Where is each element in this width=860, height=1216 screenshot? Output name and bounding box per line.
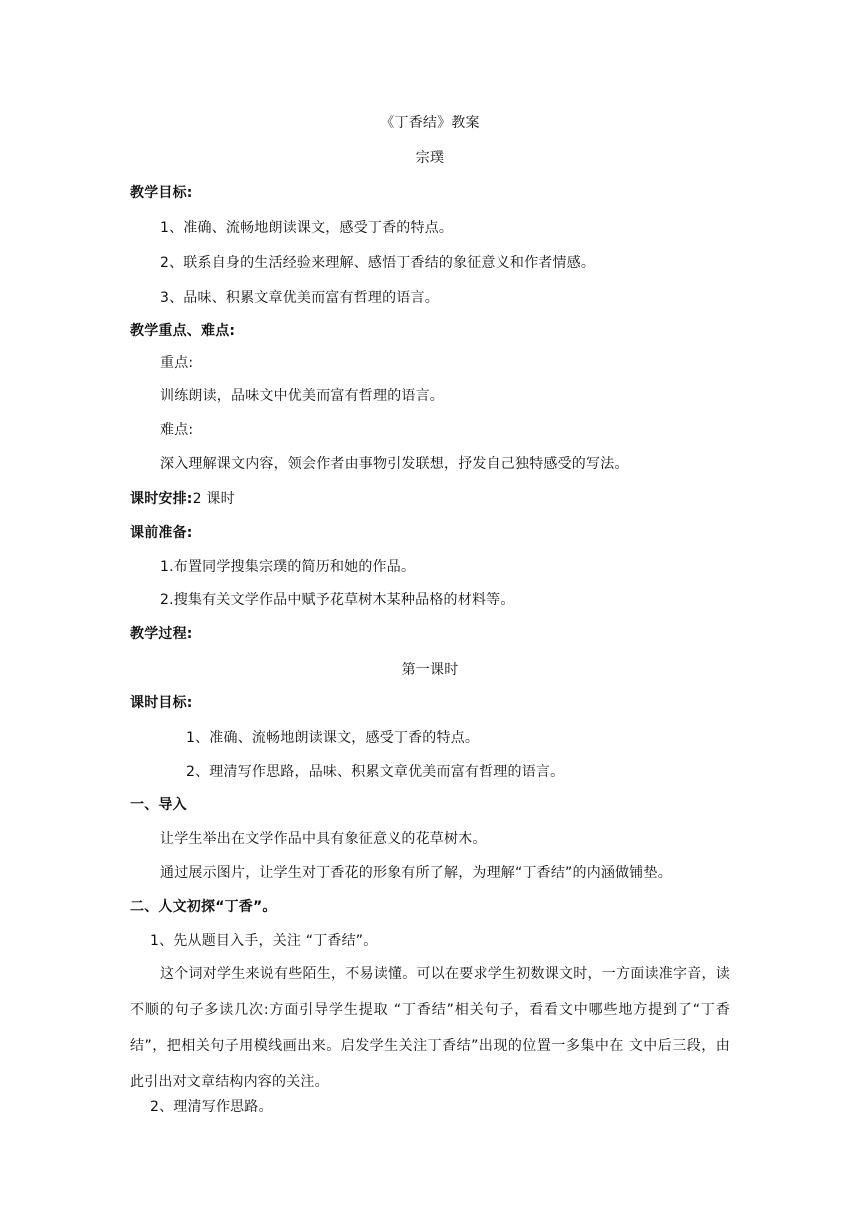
key-label: 重点: xyxy=(160,355,194,371)
goal-item-1: 1、准确、流畅地朗读课文，感受丁香的特点。 xyxy=(160,220,454,236)
part2-step-1: 1、先从题目入手，关注 “丁香结”。 xyxy=(150,933,378,949)
schedule-heading: 课时安排: xyxy=(130,491,193,507)
prep-item-2: 2.搜集有关文学作品中赋予花草树木某种品格的材料等。 xyxy=(160,592,515,608)
author-name: 宗璞 xyxy=(415,150,445,166)
difficult-label: 难点: xyxy=(160,422,194,438)
prep-item-1: 1.布置同学搜集宗璞的简历和她的作品。 xyxy=(160,559,416,575)
part1-line-2: 通过展示图片，让学生对丁香花的形象有所了解，为理解“丁香结”的内涵做铺垫。 xyxy=(160,865,672,881)
part2-heading: 二、人文初探“丁香”。 xyxy=(130,899,277,915)
difficult-text: 深入理解课文内容，领会作者由事物引发联想，抒发自己独特感受的写法。 xyxy=(160,456,629,472)
key-text: 训练朗读，品味文中优美而富有哲理的语言。 xyxy=(160,388,444,404)
part2-step-2: 2、理清写作思路。 xyxy=(150,1099,273,1115)
part1-heading: 一、导入 xyxy=(130,797,187,813)
schedule-line xyxy=(130,489,235,509)
part1-line-1: 让学生举出在文学作品中具有象征意义的花草树木。 xyxy=(160,831,487,847)
lesson-goal-item-2: 2、理清写作思路，品味、积累文章优美而富有哲理的语言。 xyxy=(186,764,565,780)
prep-heading: 课前准备: xyxy=(130,525,193,541)
part2-paragraph: 这个词对学生来说有些陌生，不易读懂。可以在要求学生初数课文时，一方面读准字音，读不顺的句子多读几次:方面引导学生提取 “丁香结”相关句子，看看文中哪些地方提到了“丁香结”，把相关句子用模线画出来。启发学生关注丁香结”出现的位置一多集中在 文中后三段，由此引出对文章结构内容的关注。 xyxy=(130,966,730,1090)
goal-item-3: 3、品味、积累文章优美而富有哲理的语言。 xyxy=(160,290,439,306)
process-heading: 教学过程: xyxy=(130,626,193,642)
goal-item-2: 2、联系自身的生活经验来理解、感悟丁香结的象征意义和作者情感。 xyxy=(160,255,596,271)
lesson-title: 第一课时 xyxy=(401,662,459,678)
document-title: 《丁香结》教案 xyxy=(380,115,480,131)
lesson-goals-heading: 课时目标: xyxy=(130,695,193,711)
lesson-goal-item-1: 1、准确、流畅地朗读课文，感受丁香的特点。 xyxy=(186,730,480,746)
schedule-value: 2 课时 xyxy=(192,491,235,507)
goals-heading: 教学目标: xyxy=(130,185,193,201)
key-points-heading: 教学重点、难点: xyxy=(130,323,236,339)
